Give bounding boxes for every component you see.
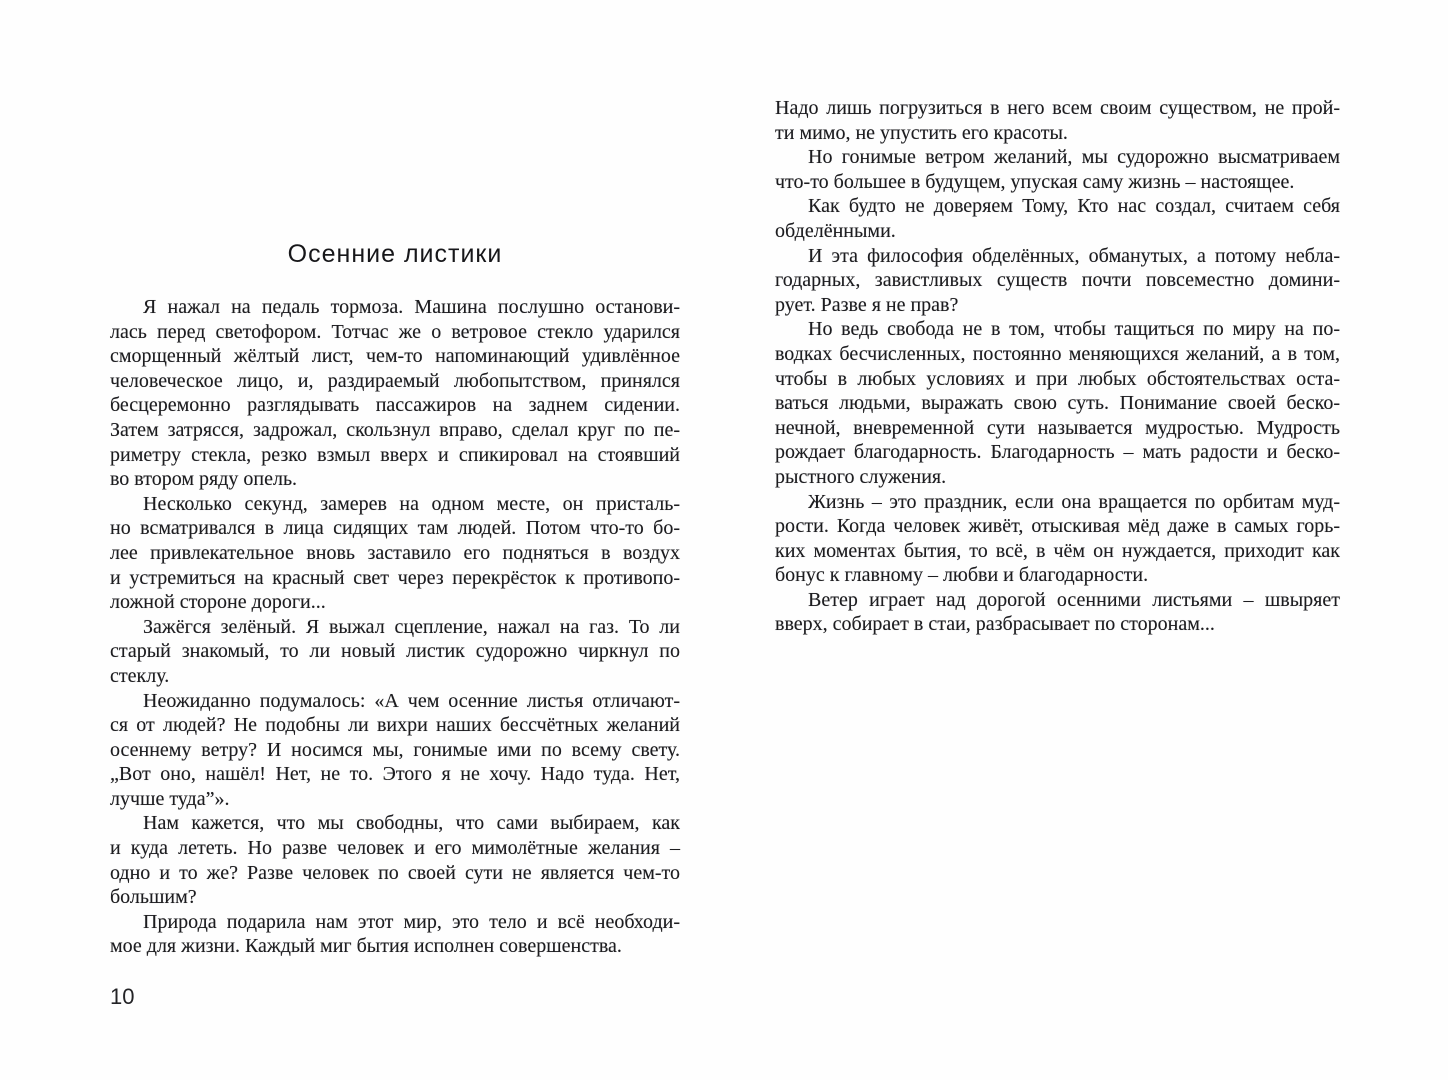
text-line: Несколько секунд, замерев на одном месте, он присталь- [143, 492, 680, 515]
left-page-paragraph [110, 811, 680, 909]
text-line: бесцеремонно разглядывать пассажиров на заднем сидении. [110, 394, 680, 417]
text-line: Ветер играет над дорогой осенними листьями – швыряет [808, 588, 1340, 611]
text-line: но всматривался в лица сидящих там людей. Потом что-то бо- [110, 517, 680, 540]
text-line: и куда лететь. Но разве человек и его мимолётные желания – [110, 837, 680, 860]
text-line: ких моментах бытия, то всё, в чём он нуждается, приходит как [775, 539, 1340, 562]
text-line: обделёнными. [775, 219, 896, 242]
text-line: Я нажал на педаль тормоза. Машина послушно останови- [143, 296, 680, 318]
text-line: водках бесчисленных, постоянно меняющихся желаний, а в том, [775, 342, 1340, 365]
right-page-body [775, 96, 1340, 637]
right-page-paragraph [775, 588, 1340, 637]
right-page-paragraph [775, 194, 1340, 243]
text-line: годарных, завистливых существ почти повсеместно домини- [775, 269, 1340, 292]
text-line: нечной, вневременной сути называется мудростью. Мудрость [775, 416, 1340, 439]
text-line: ся от людей? Не подобны ли вихри наших бессчётных желаний [110, 714, 680, 737]
text-line: Но гонимые ветром желаний, мы судорожно высматриваем [808, 146, 1340, 169]
text-line: Неожиданно подумалось: «А чем осенние листья отличают- [143, 689, 680, 712]
text-line: Жизнь – это праздник, если она вращается по орбитам муд- [808, 490, 1340, 513]
text-line: рости. Когда человек живёт, отыскивая мёд даже в самых горь- [775, 515, 1340, 538]
text-line: осеннему ветру? И носимся мы, гонимые ими по всему свету. [110, 738, 680, 761]
text-line: большим? [110, 886, 197, 909]
right-page-paragraph [775, 244, 1340, 318]
text-line: и устремиться на красный свет через перекрёсток к противопо- [110, 566, 680, 589]
text-line: рыстного служения. [775, 465, 947, 488]
text-line: Зажёгся зелёный. Я выжал сцепление, нажал на газ. То ли [143, 615, 680, 638]
text-line: мое для жизни. Каждый миг бытия исполнен совершенства. [110, 935, 622, 958]
text-line: бонус к главному – любви и благодарности. [775, 564, 1149, 587]
text-line: ваться людьми, выражать свою суть. Понимание своей беско- [775, 392, 1340, 415]
chapter-title: Осенние листики [287, 240, 503, 268]
text-line: человеческое лицо, и, раздираемый любопытством, принялся [110, 369, 680, 392]
text-line: Затем затрясся, задрожал, скользнул вправо, сделал круг по пе- [110, 418, 680, 441]
text-line: одно и то же? Разве человек по своей сути не является чем-то [110, 861, 680, 884]
text-line: риметру стекла, резко взмыл вверх и спикировал на стоявший [110, 443, 680, 466]
text-line: что-то большее в будущем, упуская саму жизнь – настоящее. [775, 170, 1295, 193]
text-line: рует. Разве я не прав? [775, 293, 959, 316]
text-line: ложной стороне дороги... [110, 591, 326, 614]
text-line: „Вот оно, нашёл! Нет, не то. Этого я не хочу. Надо туда. Нет, [110, 763, 680, 786]
text-line: Нам кажется, что мы свободны, что сами выбираем, как [143, 812, 680, 835]
left-page-paragraph [110, 615, 680, 689]
right-page-paragraph [775, 317, 1340, 489]
text-line: сморщенный жёлтый лист, чем-то напоминающий удивлённое [110, 345, 680, 368]
text-line: И эта философия обделённых, обманутых, а потому небла- [808, 244, 1340, 267]
text-line: ти мимо, не упустить его красоты. [775, 121, 1068, 144]
text-line: старый знакомый, то ли новый листик судорожно чиркнул по [110, 640, 680, 663]
left-page-paragraph [110, 295, 680, 492]
right-page-paragraph [775, 96, 1340, 145]
text-line: во втором ряду опель. [110, 468, 298, 491]
text-line: Как будто не доверяем Тому, Кто нас создал, считаем себя [808, 195, 1340, 218]
text-line: лась перед светофором. Тотчас же о ветровое стекло ударился [110, 320, 680, 343]
right-page-paragraph [775, 145, 1340, 194]
left-page-paragraph [110, 910, 680, 959]
left-page-body [110, 295, 680, 959]
right-page-paragraph [775, 490, 1340, 588]
left-page-paragraph [110, 689, 680, 812]
text-line: чтобы в любых условиях и при любых обстоятельствах оста- [775, 367, 1340, 390]
text-line: вверх, собирает в стаи, разбрасывает по сторонам... [775, 613, 1215, 636]
text-line: рождает благодарность. Благодарность – мать радости и беско- [775, 441, 1340, 464]
page-number: 10 [110, 984, 135, 1009]
text-line: стеклу. [110, 664, 170, 687]
text-line: лучше туда”». [110, 787, 230, 810]
text-line: лее привлекательное вновь заставило его подняться в воздух [110, 541, 680, 564]
left-page-paragraph [110, 492, 680, 615]
text-line: Но ведь свобода не в том, чтобы тащиться по миру на по- [808, 318, 1340, 341]
text-line: Надо лишь погрузиться в него всем своим существом, не прой- [775, 97, 1340, 119]
text-line: Природа подарила нам этот мир, это тело и всё необходи- [143, 910, 680, 933]
